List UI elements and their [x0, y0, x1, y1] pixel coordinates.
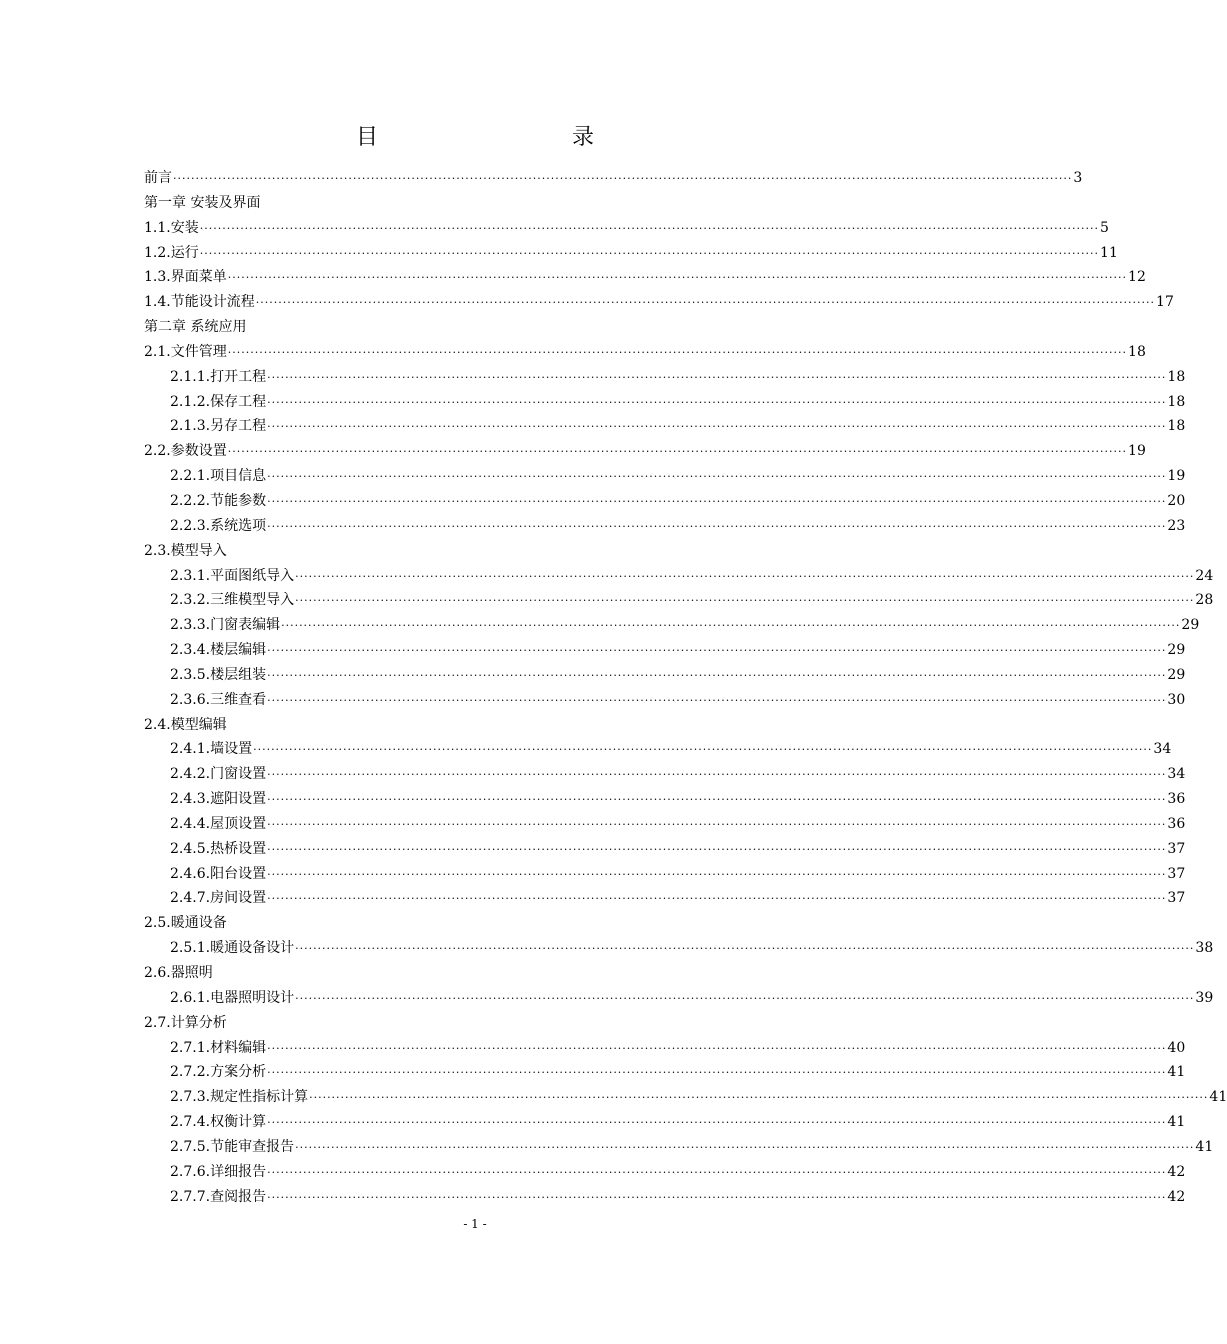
toc-leader-dots: ········································································································································································································ — [267, 1190, 1167, 1204]
toc-entry[interactable] — [144, 1110, 1186, 1135]
toc-entry[interactable] — [144, 961, 774, 986]
toc-entry-label: 2.3.模型导入 — [144, 542, 227, 559]
toc-entry-page: 12 — [1128, 269, 1146, 286]
toc-entry[interactable] — [144, 414, 1186, 439]
toc-entry-label: 2.1.3.另存工程 — [170, 418, 267, 435]
toc-leader-dots: ········································································································································································································ — [267, 693, 1167, 707]
toc-entry-page: 20 — [1167, 492, 1186, 509]
toc-leader-dots: ········································································································································································································ — [267, 892, 1167, 906]
toc-entry-page: 29 — [1167, 642, 1186, 659]
toc-leader-dots: ········································································································································································································ — [267, 817, 1167, 831]
toc-entry-page: 30 — [1167, 691, 1186, 708]
toc-entry[interactable] — [144, 1135, 1214, 1160]
toc-entry[interactable] — [144, 166, 1083, 191]
toc-entry-page: 5 — [1100, 219, 1109, 236]
toc-entry-page: 37 — [1167, 890, 1186, 907]
toc-entry-page: 19 — [1167, 468, 1186, 485]
toc-entry-page: 39 — [1195, 989, 1214, 1006]
toc-leader-dots: ········································································································································································································ — [227, 271, 1128, 285]
toc-entry[interactable] — [144, 514, 1186, 539]
toc-leader-dots: ········································································································································································································ — [267, 1116, 1167, 1130]
toc-entry[interactable] — [144, 1085, 1227, 1110]
toc-entry[interactable] — [144, 936, 1214, 961]
toc-entry-label: 2.2.参数设置 — [144, 443, 227, 460]
toc-entry[interactable] — [144, 986, 1214, 1011]
toc-entry[interactable] — [144, 365, 1186, 390]
toc-entry-page: 42 — [1167, 1163, 1186, 1180]
toc-entry[interactable] — [144, 290, 1174, 315]
toc-entry-label: 第一章 安装及界面 — [144, 194, 261, 211]
toc-entry-label: 2.4.6.阳台设置 — [170, 865, 267, 882]
toc-entry[interactable] — [144, 911, 774, 936]
toc-entry-label: 1.3.界面菜单 — [144, 269, 227, 286]
toc-entry-page: 18 — [1167, 393, 1186, 410]
toc-entry[interactable] — [144, 787, 1186, 812]
toc-entry-label: 2.1.2.保存工程 — [170, 393, 267, 410]
toc-entry-page: 41 — [1209, 1089, 1227, 1106]
toc-leader-dots: ········································································································································································································ — [267, 420, 1167, 434]
table-of-contents — [144, 166, 1227, 1209]
toc-entry-page: 41 — [1167, 1064, 1186, 1081]
toc-entry[interactable] — [144, 638, 1186, 663]
toc-leader-dots: ········································································································································································································ — [267, 842, 1167, 856]
toc-entry-page: 18 — [1167, 368, 1186, 385]
toc-entry[interactable] — [144, 340, 1146, 365]
toc-entry-page: 23 — [1167, 517, 1186, 534]
toc-entry-page: 34 — [1153, 741, 1172, 758]
toc-entry-label: 2.4.4.屋顶设置 — [170, 815, 267, 832]
toc-entry[interactable] — [144, 762, 1186, 787]
toc-entry-label: 2.2.3.系统选项 — [170, 517, 267, 534]
toc-entry-page: 36 — [1167, 815, 1186, 832]
toc-entry[interactable] — [144, 1160, 1186, 1185]
toc-entry[interactable] — [144, 439, 1146, 464]
page-title: 目 录 — [355, 125, 680, 150]
toc-entry-page: 42 — [1167, 1188, 1186, 1205]
toc-entry-label: 2.2.1.项目信息 — [170, 468, 267, 485]
toc-leader-dots: ········································································································································································································ — [267, 768, 1167, 782]
toc-leader-dots: ········································································································································································································ — [267, 1165, 1167, 1179]
toc-entry-page: 18 — [1167, 418, 1186, 435]
toc-leader-dots: ········································································································································································································ — [267, 867, 1167, 881]
toc-entry-page: 28 — [1195, 592, 1214, 609]
toc-leader-dots: ········································································································································································································ — [267, 519, 1167, 533]
toc-entry[interactable] — [144, 265, 1146, 290]
toc-entry-label: 1.2.运行 — [144, 244, 199, 261]
toc-entry-label: 2.5.暖通设备 — [144, 915, 227, 932]
toc-entry[interactable] — [144, 1011, 774, 1036]
toc-entry-page: 24 — [1195, 567, 1214, 584]
toc-entry-label: 2.7.5.节能审查报告 — [170, 1138, 295, 1155]
toc-entry[interactable] — [144, 1185, 1186, 1210]
toc-entry-label: 前言 — [144, 170, 172, 186]
toc-leader-dots: ········································································································································································································ — [281, 619, 1181, 633]
toc-entry-label: 2.1.文件管理 — [144, 343, 227, 360]
toc-entry[interactable] — [144, 688, 1186, 713]
toc-leader-dots: ········································································································································································································ — [253, 743, 1153, 757]
toc-entry[interactable] — [144, 241, 1118, 266]
toc-entry[interactable] — [144, 564, 1214, 589]
toc-entry-page: 11 — [1100, 244, 1118, 261]
toc-leader-dots: ········································································································································································································ — [267, 793, 1167, 807]
toc-entry-label: 2.4.3.遮阳设置 — [170, 791, 267, 808]
toc-entry-label: 2.3.2.三维模型导入 — [170, 592, 295, 609]
toc-entry-label: 2.2.2.节能参数 — [170, 492, 267, 509]
toc-leader-dots: ········································································································································································································ — [295, 991, 1195, 1005]
toc-entry[interactable] — [144, 191, 774, 216]
toc-entry-page: 17 — [1156, 294, 1174, 311]
toc-entry[interactable] — [144, 216, 1109, 241]
toc-entry-label: 2.4.模型编辑 — [144, 716, 227, 733]
toc-entry-page: 19 — [1128, 443, 1146, 460]
toc-entry-label: 2.7.1.材料编辑 — [170, 1039, 267, 1056]
toc-entry[interactable] — [144, 837, 1186, 862]
toc-entry-label: 2.4.2.门窗设置 — [170, 766, 267, 783]
toc-entry[interactable] — [144, 613, 1200, 638]
toc-leader-dots: ········································································································································································································ — [295, 569, 1195, 583]
toc-entry[interactable] — [144, 886, 1186, 911]
toc-entry-label: 1.4.节能设计流程 — [144, 294, 255, 311]
toc-leader-dots: ········································································································································································································ — [267, 668, 1167, 682]
toc-entry[interactable] — [144, 737, 1172, 762]
toc-entry-page: 29 — [1181, 617, 1200, 634]
toc-entry[interactable] — [144, 489, 1186, 514]
toc-entry-label: 2.3.3.门窗表编辑 — [170, 617, 281, 634]
toc-leader-dots: ········································································································································································································ — [295, 594, 1195, 608]
toc-entry-page: 37 — [1167, 840, 1186, 857]
toc-leader-dots: ········································································································································································································ — [199, 246, 1100, 260]
toc-entry-label: 2.1.1.打开工程 — [170, 368, 267, 385]
toc-leader-dots: ········································································································································································································ — [295, 942, 1195, 956]
toc-entry[interactable] — [144, 663, 1186, 688]
toc-leader-dots: ········································································································································································································ — [267, 470, 1167, 484]
toc-leader-dots: ········································································································································································································ — [267, 1066, 1167, 1080]
toc-leader-dots: ········································································································································································································ — [267, 494, 1167, 508]
toc-entry-label: 2.7.7.查阅报告 — [170, 1188, 267, 1205]
toc-leader-dots: ········································································································································································································ — [295, 1140, 1195, 1154]
toc-entry-label: 第二章 系统应用 — [144, 319, 247, 336]
toc-entry[interactable] — [144, 390, 1186, 415]
toc-entry-page: 41 — [1167, 1114, 1186, 1131]
toc-entry-page: 18 — [1128, 343, 1146, 360]
toc-entry-label: 2.7.6.详细报告 — [170, 1163, 267, 1180]
toc-leader-dots: ········································································································································································································ — [173, 172, 1073, 185]
toc-entry-label: 2.3.4.楼层编辑 — [170, 642, 267, 659]
toc-leader-dots: ········································································································································································································ — [267, 395, 1167, 409]
toc-leader-dots: ········································································································································································································ — [199, 221, 1100, 235]
toc-entry-page: 41 — [1195, 1138, 1214, 1155]
toc-entry-label: 2.4.5.热桥设置 — [170, 840, 267, 857]
toc-entry-label: 2.3.5.楼层组装 — [170, 666, 267, 683]
toc-entry-page: 40 — [1167, 1039, 1186, 1056]
toc-entry-label: 2.5.1.暖通设备设计 — [170, 940, 295, 957]
toc-entry[interactable] — [144, 588, 1214, 613]
toc-entry-page: 34 — [1167, 766, 1186, 783]
toc-entry-page: 37 — [1167, 865, 1186, 882]
toc-entry-label: 2.3.1.平面图纸导入 — [170, 567, 295, 584]
toc-leader-dots: ········································································································································································································ — [255, 296, 1156, 310]
toc-entry[interactable] — [144, 1060, 1186, 1085]
toc-entry-label: 2.4.1.墙设置 — [170, 741, 253, 758]
toc-entry-page: 29 — [1167, 666, 1186, 683]
toc-entry-label: 2.7.2.方案分析 — [170, 1064, 267, 1081]
toc-entry-label: 2.6.器照明 — [144, 965, 213, 981]
toc-entry-page: 3 — [1073, 170, 1083, 186]
page-number: - 1 - — [463, 1217, 487, 1231]
toc-leader-dots: ········································································································································································································ — [227, 345, 1128, 359]
toc-entry-label: 2.7.计算分析 — [144, 1014, 227, 1031]
toc-entry-label: 2.7.3.规定性指标计算 — [170, 1089, 309, 1106]
toc-entry[interactable] — [144, 812, 1186, 837]
toc-entry[interactable] — [144, 1036, 1186, 1061]
toc-leader-dots: ········································································································································································································ — [309, 1091, 1209, 1105]
toc-entry-page: 38 — [1195, 940, 1214, 957]
toc-entry[interactable] — [144, 464, 1186, 489]
toc-entry-label: 2.3.6.三维查看 — [170, 691, 267, 708]
toc-entry[interactable] — [144, 315, 774, 340]
toc-leader-dots: ········································································································································································································ — [227, 445, 1128, 459]
toc-entry[interactable] — [144, 713, 774, 738]
toc-entry-label: 2.7.4.权衡计算 — [170, 1114, 267, 1131]
toc-entry-label: 2.6.1.电器照明设计 — [170, 989, 295, 1006]
toc-entry[interactable] — [144, 539, 774, 564]
toc-entry-label: 1.1.安装 — [144, 219, 199, 236]
toc-leader-dots: ········································································································································································································ — [267, 644, 1167, 658]
toc-entry-page: 36 — [1167, 791, 1186, 808]
toc-leader-dots: ········································································································································································································ — [267, 1041, 1167, 1055]
toc-entry[interactable] — [144, 862, 1186, 887]
toc-entry-label: 2.4.7.房间设置 — [170, 890, 267, 907]
toc-leader-dots: ········································································································································································································ — [267, 370, 1167, 384]
